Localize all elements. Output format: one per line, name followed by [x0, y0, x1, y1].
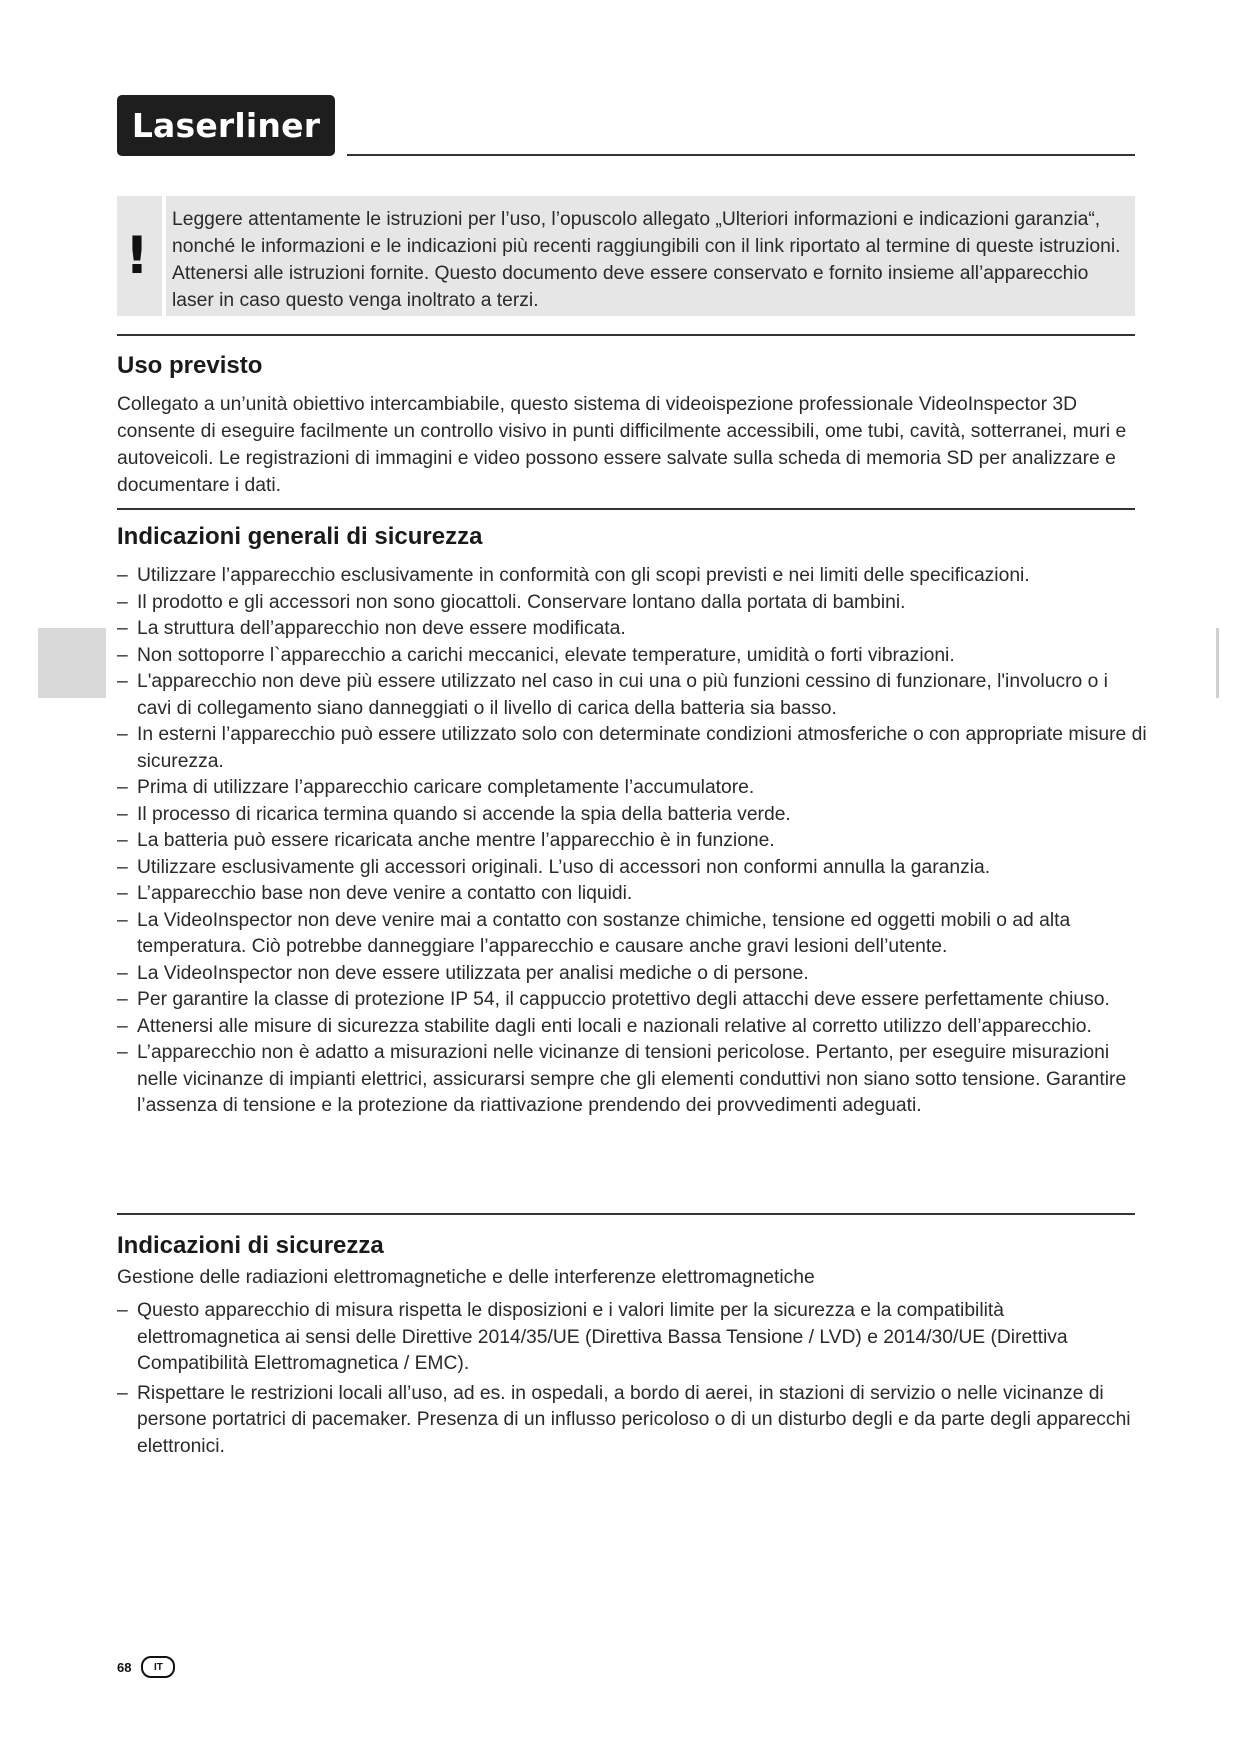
brand-logo-text: Laserliner	[131, 106, 321, 145]
list-item: – Questo apparecchio di misura rispetta le disposizioni e i valori limite per la sicurezza e la compatibilità elettromagnetica ai sensi delle Direttive 2014/35/UE (Direttiva Bassa Tensione / LVD) e 2014/30/UE (Direttiva Compatibilità Elettromagnetica / EMC).	[117, 1298, 1147, 1378]
section-rule	[117, 508, 1135, 510]
page-footer	[117, 1656, 175, 1678]
list-item: – Attenersi alle misure di sicurezza stabilite dagli enti locali e nazionali relative al corretto utilizzo dell’apparecchio.	[117, 1014, 1147, 1041]
list-item: – Rispettare le restrizioni locali all’uso, ad es. in ospedali, a bordo di aerei, in stazioni di servizio o nelle vicinanze di persone portatrici di pacemaker. Presenza di un influsso pericoloso o di un disturbo degli e da parte degli apparecchi elettronici.	[117, 1381, 1147, 1461]
heading-sicurezza-generale: Indicazioni generali di sicurezza	[117, 523, 483, 550]
list-item: – Prima di utilizzare l’apparecchio caricare completamente l’accumulatore.	[117, 775, 1147, 802]
brand-logo	[117, 95, 335, 156]
list-item: – Utilizzare esclusivamente gli accessori originali. L’uso di accessori non conformi annulla la garanzia.	[117, 855, 1147, 882]
warning-icon	[117, 196, 157, 316]
section-rule	[117, 334, 1135, 336]
list-item: – Il prodotto e gli accessori non sono giocattoli. Conservare lontano dalla portata di bambini.	[117, 590, 1147, 617]
list-item: – Utilizzare l’apparecchio esclusivamente in conformità con gli scopi previsti e nei limiti delle specificazioni.	[117, 563, 1147, 590]
warning-symbol: !	[125, 226, 149, 286]
list-item: – L'apparecchio non deve più essere utilizzato nel caso in cui una o più funzioni cessino di funzionare, l'involucro o i cavi di collegamento siano danneggiati o il livello di carica della batteria sia basso.	[117, 669, 1147, 722]
sicurezza-subheading: Gestione delle radiazioni elettromagnetiche e delle interferenze elettromagnetiche	[117, 1267, 815, 1288]
uso-previsto-text: Collegato a un’unità obiettivo intercambiabile, questo sistema di videoispezione professionale VideoInspector 3D consente di eseguire facilmente un controllo visivo in punti difficilmente accessibili, ome tubi, cavità, sotterranei, muri e autoveicoli. Le registrazioni di immagini e video possono essere salvate sulla scheda di memoria SD per analizzare e documentare i dati.	[117, 394, 1127, 496]
page-number: 68	[117, 1659, 132, 1675]
margin-mark	[1216, 628, 1219, 698]
notice-text: Leggere attentamente le istruzioni per l’uso, l’opuscolo allegato „Ulteriori informazioni e indicazioni garanzia“, nonché le informazioni e le indicazioni più recenti raggiungibili con il link riportato al termine di queste istruzioni. Attenersi alle istruzioni fornite. Questo documento deve essere conservato e fornito insieme all’apparecchio laser in caso questo venga inoltrato a terzi.	[172, 209, 1121, 311]
list-item: – La struttura dell’apparecchio non deve essere modificata.	[117, 616, 1147, 643]
section-rule	[117, 1213, 1135, 1215]
sicurezza-list	[117, 1298, 1147, 1460]
sicurezza-generale-list	[117, 563, 1147, 1120]
list-item: – L’apparecchio non è adatto a misurazioni nelle vicinanze di tensioni pericolose. Pertanto, per eseguire misurazioni nelle vicinanze di impianti elettrici, assicurarsi sempre che gli elementi conduttivi non siano sotto tensione. Garantire l’assenza di tensione e la protezione da riattivazione prendendo dei provvedimenti adeguati.	[117, 1040, 1147, 1120]
list-item: – La VideoInspector non deve venire mai a contatto con sostanze chimiche, tensione ed oggetti mobili o ad alta temperatura. Ciò potrebbe danneggiare l’apparecchio e causare anche gravi lesioni dell’utente.	[117, 908, 1147, 961]
header-rule	[347, 154, 1135, 156]
list-item: – In esterni l’apparecchio può essere utilizzato solo con determinate condizioni atmosferiche o con appropriate misure di sicurezza.	[117, 722, 1147, 775]
list-item: – La batteria può essere ricaricata anche mentre l’apparecchio è in funzione.	[117, 828, 1147, 855]
heading-sicurezza: Indicazioni di sicurezza	[117, 1232, 384, 1259]
chapter-tab	[38, 628, 106, 698]
list-item: – Per garantire la classe di protezione IP 54, il cappuccio protettivo degli attacchi deve essere perfettamente chiuso.	[117, 987, 1147, 1014]
list-item: – L’apparecchio base non deve venire a contatto con liquidi.	[117, 881, 1147, 908]
heading-uso-previsto: Uso previsto	[117, 352, 263, 379]
notice-divider	[162, 196, 166, 316]
list-item: – Non sottoporre l`apparecchio a carichi meccanici, elevate temperature, umidità o forti vibrazioni.	[117, 643, 1147, 670]
language-badge: IT	[141, 1656, 175, 1678]
list-item: – Il processo di ricarica termina quando si accende la spia della batteria verde.	[117, 802, 1147, 829]
notice-box	[117, 196, 1135, 316]
list-item: – La VideoInspector non deve essere utilizzata per analisi mediche o di persone.	[117, 961, 1147, 988]
